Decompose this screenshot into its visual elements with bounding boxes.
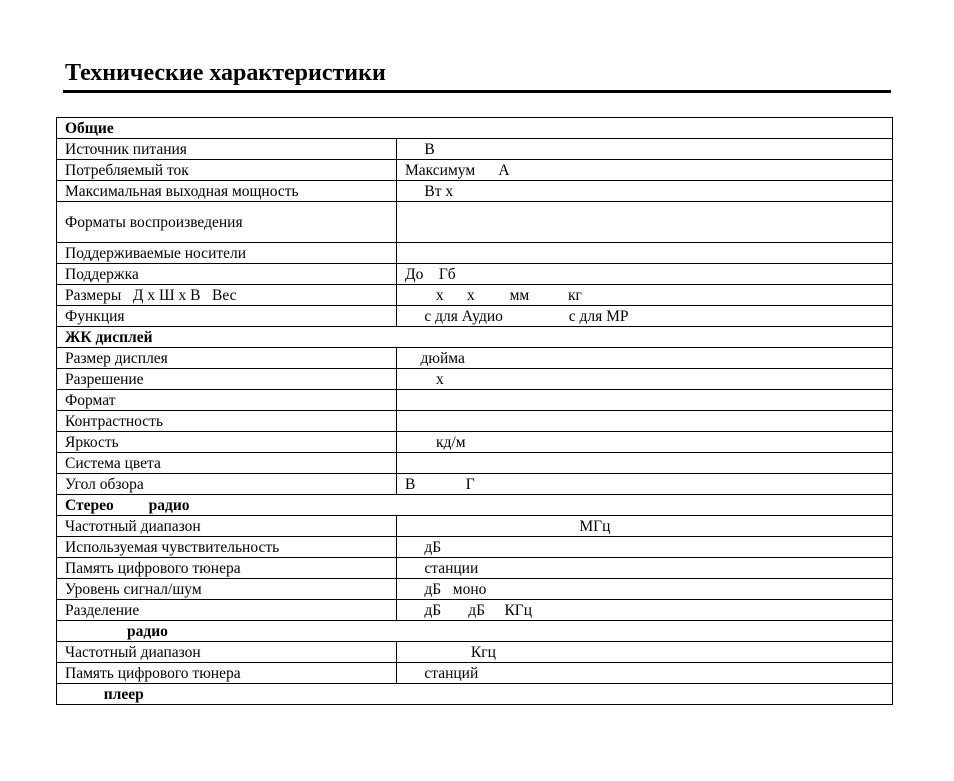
spec-label: Память цифрового тюнера (57, 558, 397, 579)
spec-label: Максимальная выходная мощность (57, 181, 397, 202)
spec-label: Яркость (57, 432, 397, 453)
section-header-row (57, 495, 893, 516)
spec-value (397, 202, 893, 243)
spec-row (57, 306, 893, 327)
section-header: Стерео радио (57, 495, 893, 516)
specifications-table (56, 117, 893, 705)
section-header: Общие (57, 118, 893, 139)
spec-row (57, 390, 893, 411)
spec-row (57, 474, 893, 495)
spec-label: Память цифрового тюнера (57, 663, 397, 684)
spec-value: дБ моно (397, 579, 893, 600)
spec-value: МГц (397, 516, 893, 537)
spec-row (57, 537, 893, 558)
spec-value: дюйма (397, 348, 893, 369)
spec-row (57, 663, 893, 684)
spec-value: В Г (397, 474, 893, 495)
section-header: радио (57, 621, 893, 642)
spec-label: Угол обзора (57, 474, 397, 495)
spec-row (57, 369, 893, 390)
spec-label: Источник питания (57, 139, 397, 160)
spec-label: Разделение (57, 600, 397, 621)
spec-row (57, 139, 893, 160)
spec-row (57, 579, 893, 600)
spec-label: Размер дисплея (57, 348, 397, 369)
spec-value: До Гб (397, 264, 893, 285)
specifications-table-body (57, 118, 893, 705)
spec-label: Система цвета (57, 453, 397, 474)
section-header: ЖК дисплей (57, 327, 893, 348)
spec-label: Потребляемый ток (57, 160, 397, 181)
spec-row (57, 264, 893, 285)
spec-label: Используемая чувствительность (57, 537, 397, 558)
spec-row (57, 243, 893, 264)
spec-label: Разрешение (57, 369, 397, 390)
spec-label: Размеры Д х Ш х В Вес (57, 285, 397, 306)
spec-value: х (397, 369, 893, 390)
section-header-row (57, 118, 893, 139)
spec-value (397, 243, 893, 264)
spec-label: Контрастность (57, 411, 397, 432)
spec-value: кд/м (397, 432, 893, 453)
spec-value: станций (397, 663, 893, 684)
spec-label: Поддерживаемые носители (57, 243, 397, 264)
spec-value: В (397, 139, 893, 160)
spec-label: Уровень сигнал/шум (57, 579, 397, 600)
spec-value: Кгц (397, 642, 893, 663)
spec-value: Максимум А (397, 160, 893, 181)
section-header-row (57, 621, 893, 642)
section-header-row (57, 327, 893, 348)
spec-row (57, 642, 893, 663)
spec-label: Функция (57, 306, 397, 327)
spec-row (57, 411, 893, 432)
spec-row (57, 285, 893, 306)
spec-row (57, 600, 893, 621)
spec-value: Вт х (397, 181, 893, 202)
spec-label: Частотный диапазон (57, 642, 397, 663)
spec-row (57, 202, 893, 243)
spec-row (57, 432, 893, 453)
section-header: плеер (57, 684, 893, 705)
spec-label: Поддержка (57, 264, 397, 285)
spec-label: Форматы воспроизведения (57, 202, 397, 243)
spec-value: дБ дБ КГц (397, 600, 893, 621)
spec-row (57, 160, 893, 181)
spec-value (397, 453, 893, 474)
spec-row (57, 453, 893, 474)
spec-label: Частотный диапазон (57, 516, 397, 537)
page-title: Технические характеристики (65, 60, 386, 86)
spec-row (57, 181, 893, 202)
spec-row (57, 348, 893, 369)
spec-row (57, 558, 893, 579)
spec-value: станции (397, 558, 893, 579)
spec-value: дБ (397, 537, 893, 558)
spec-label: Формат (57, 390, 397, 411)
title-underline (63, 90, 891, 93)
spec-value: х х мм кг (397, 285, 893, 306)
spec-value (397, 411, 893, 432)
spec-value (397, 390, 893, 411)
spec-value: с для Аудио с для МР (397, 306, 893, 327)
spec-row (57, 516, 893, 537)
section-header-row (57, 684, 893, 705)
